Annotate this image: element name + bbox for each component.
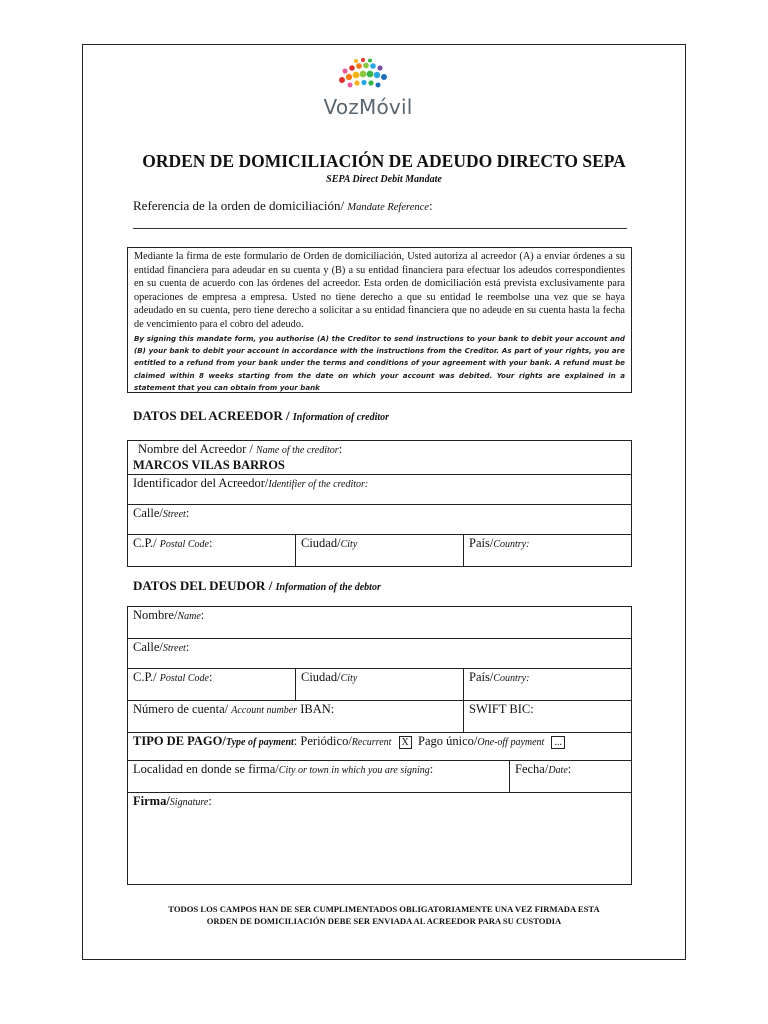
debtor-swift-bic-cell[interactable]: SWIFT BIC: xyxy=(464,701,632,733)
brand-name: VozMóvil xyxy=(323,95,413,119)
signature-cell[interactable]: Firma/Signature: xyxy=(128,793,632,885)
debtor-postal-code-cell[interactable]: C.P./ Postal Code: xyxy=(128,669,296,701)
authorization-notice xyxy=(127,247,632,393)
creditor-postal-code-cell[interactable]: C.P./ Postal Code: xyxy=(128,535,296,567)
mandate-reference-label: Referencia de la orden de domiciliación/ Mandate Reference: xyxy=(133,198,433,213)
signing-place-cell[interactable]: Localidad en donde se firma/City or town in which you are signing: xyxy=(128,761,510,793)
debtor-street-cell[interactable]: Calle/Street: xyxy=(128,639,632,669)
page-title: ORDEN DE DOMICILIACIÓN DE ADEUDO DIRECTO SEPA xyxy=(142,151,626,171)
debtor-account-iban-cell[interactable]: Número de cuenta/ Account number IBAN: xyxy=(128,701,464,733)
creditor-country-cell[interactable]: País/Country: xyxy=(464,535,632,567)
payment-type-cell: TIPO DE PAGO/Type of payment: Periódico/Recurrent X Pago único/One-off payment ... xyxy=(128,733,632,761)
debtor-city-cell[interactable]: Ciudad/City xyxy=(296,669,464,701)
debtor-country-cell[interactable]: País/Country: xyxy=(464,669,632,701)
creditor-name-cell[interactable]: Nombre del Acreedor / Name of the creditor: MARCOS VILAS BARROS xyxy=(128,441,632,475)
debtor-section-heading: DATOS DEL DEUDOR / Information of the debtor xyxy=(133,578,381,593)
debtor-table xyxy=(127,606,632,885)
recurrent-payment-checkbox[interactable]: X xyxy=(399,736,412,749)
creditor-table xyxy=(127,440,632,567)
footer-note xyxy=(127,903,641,927)
creditor-name-value: MARCOS VILAS BARROS xyxy=(133,458,285,472)
mandate-reference-line[interactable] xyxy=(133,228,627,229)
page-subtitle: SEPA Direct Debit Mandate xyxy=(326,174,442,185)
creditor-section-heading: DATOS DEL ACREEDOR / Information of creditor xyxy=(133,408,390,423)
footer-line-1: TODOS LOS CAMPOS HAN DE SER CUMPLIMENTADOS OBLIGATORIAMENTE UNA VEZ FIRMADA ESTA xyxy=(168,904,600,914)
notice-spanish-text: Mediante la firma de este formulario de Orden de domiciliación, Usted autoriza al acreedor (A) a enviar órdenes a su entidad financiera para adeudar en su cuenta y (B) a su entidad financiera para efectuar los adeudos correspondientes en su cuenta de acuerdo con las órdenes del acreedor. Esta orden de domiciliación está prevista exclusivamente para operaciones de empresa a empresa. Usted no tiene derecho a que su entidad le reembolse una vez que se haya adeudado en su cuenta, pero tiene derecho a solicitar a su entidad financiera que no adeude en su cuenta hasta la fecha de vencimiento para el cobro del adeudo. xyxy=(134,251,625,330)
debtor-name-cell[interactable]: Nombre/Name: xyxy=(128,607,632,639)
footer-line-2: ORDEN DE DOMICILIACIÓN DEBE SER ENVIADA AL ACREEDOR PARA SU CUSTODIA xyxy=(206,916,562,926)
creditor-street-cell[interactable]: Calle/Street: xyxy=(128,505,632,535)
signing-date-cell[interactable]: Fecha/Date: xyxy=(510,761,632,793)
notice-english-text: By signing this mandate form, you authorise (A) the Creditor to send instructions to your bank to debit your account and (B) your bank to debit your account in accordance with the instructions from the Creditor. As part of your rights, you are entitled to a refund from your bank under the terms and conditions of your agreement with your bank. A refund must be claimed within 8 weeks starting from the date on which your account was debited. Your rights are explained in a statement that you can obtain from your bank xyxy=(134,333,625,393)
one-off-payment-checkbox[interactable]: ... xyxy=(551,736,565,749)
creditor-city-cell[interactable]: Ciudad/City xyxy=(296,535,464,567)
creditor-identifier-cell[interactable]: Identificador del Acreedor/Identifier of the creditor: xyxy=(128,475,632,505)
